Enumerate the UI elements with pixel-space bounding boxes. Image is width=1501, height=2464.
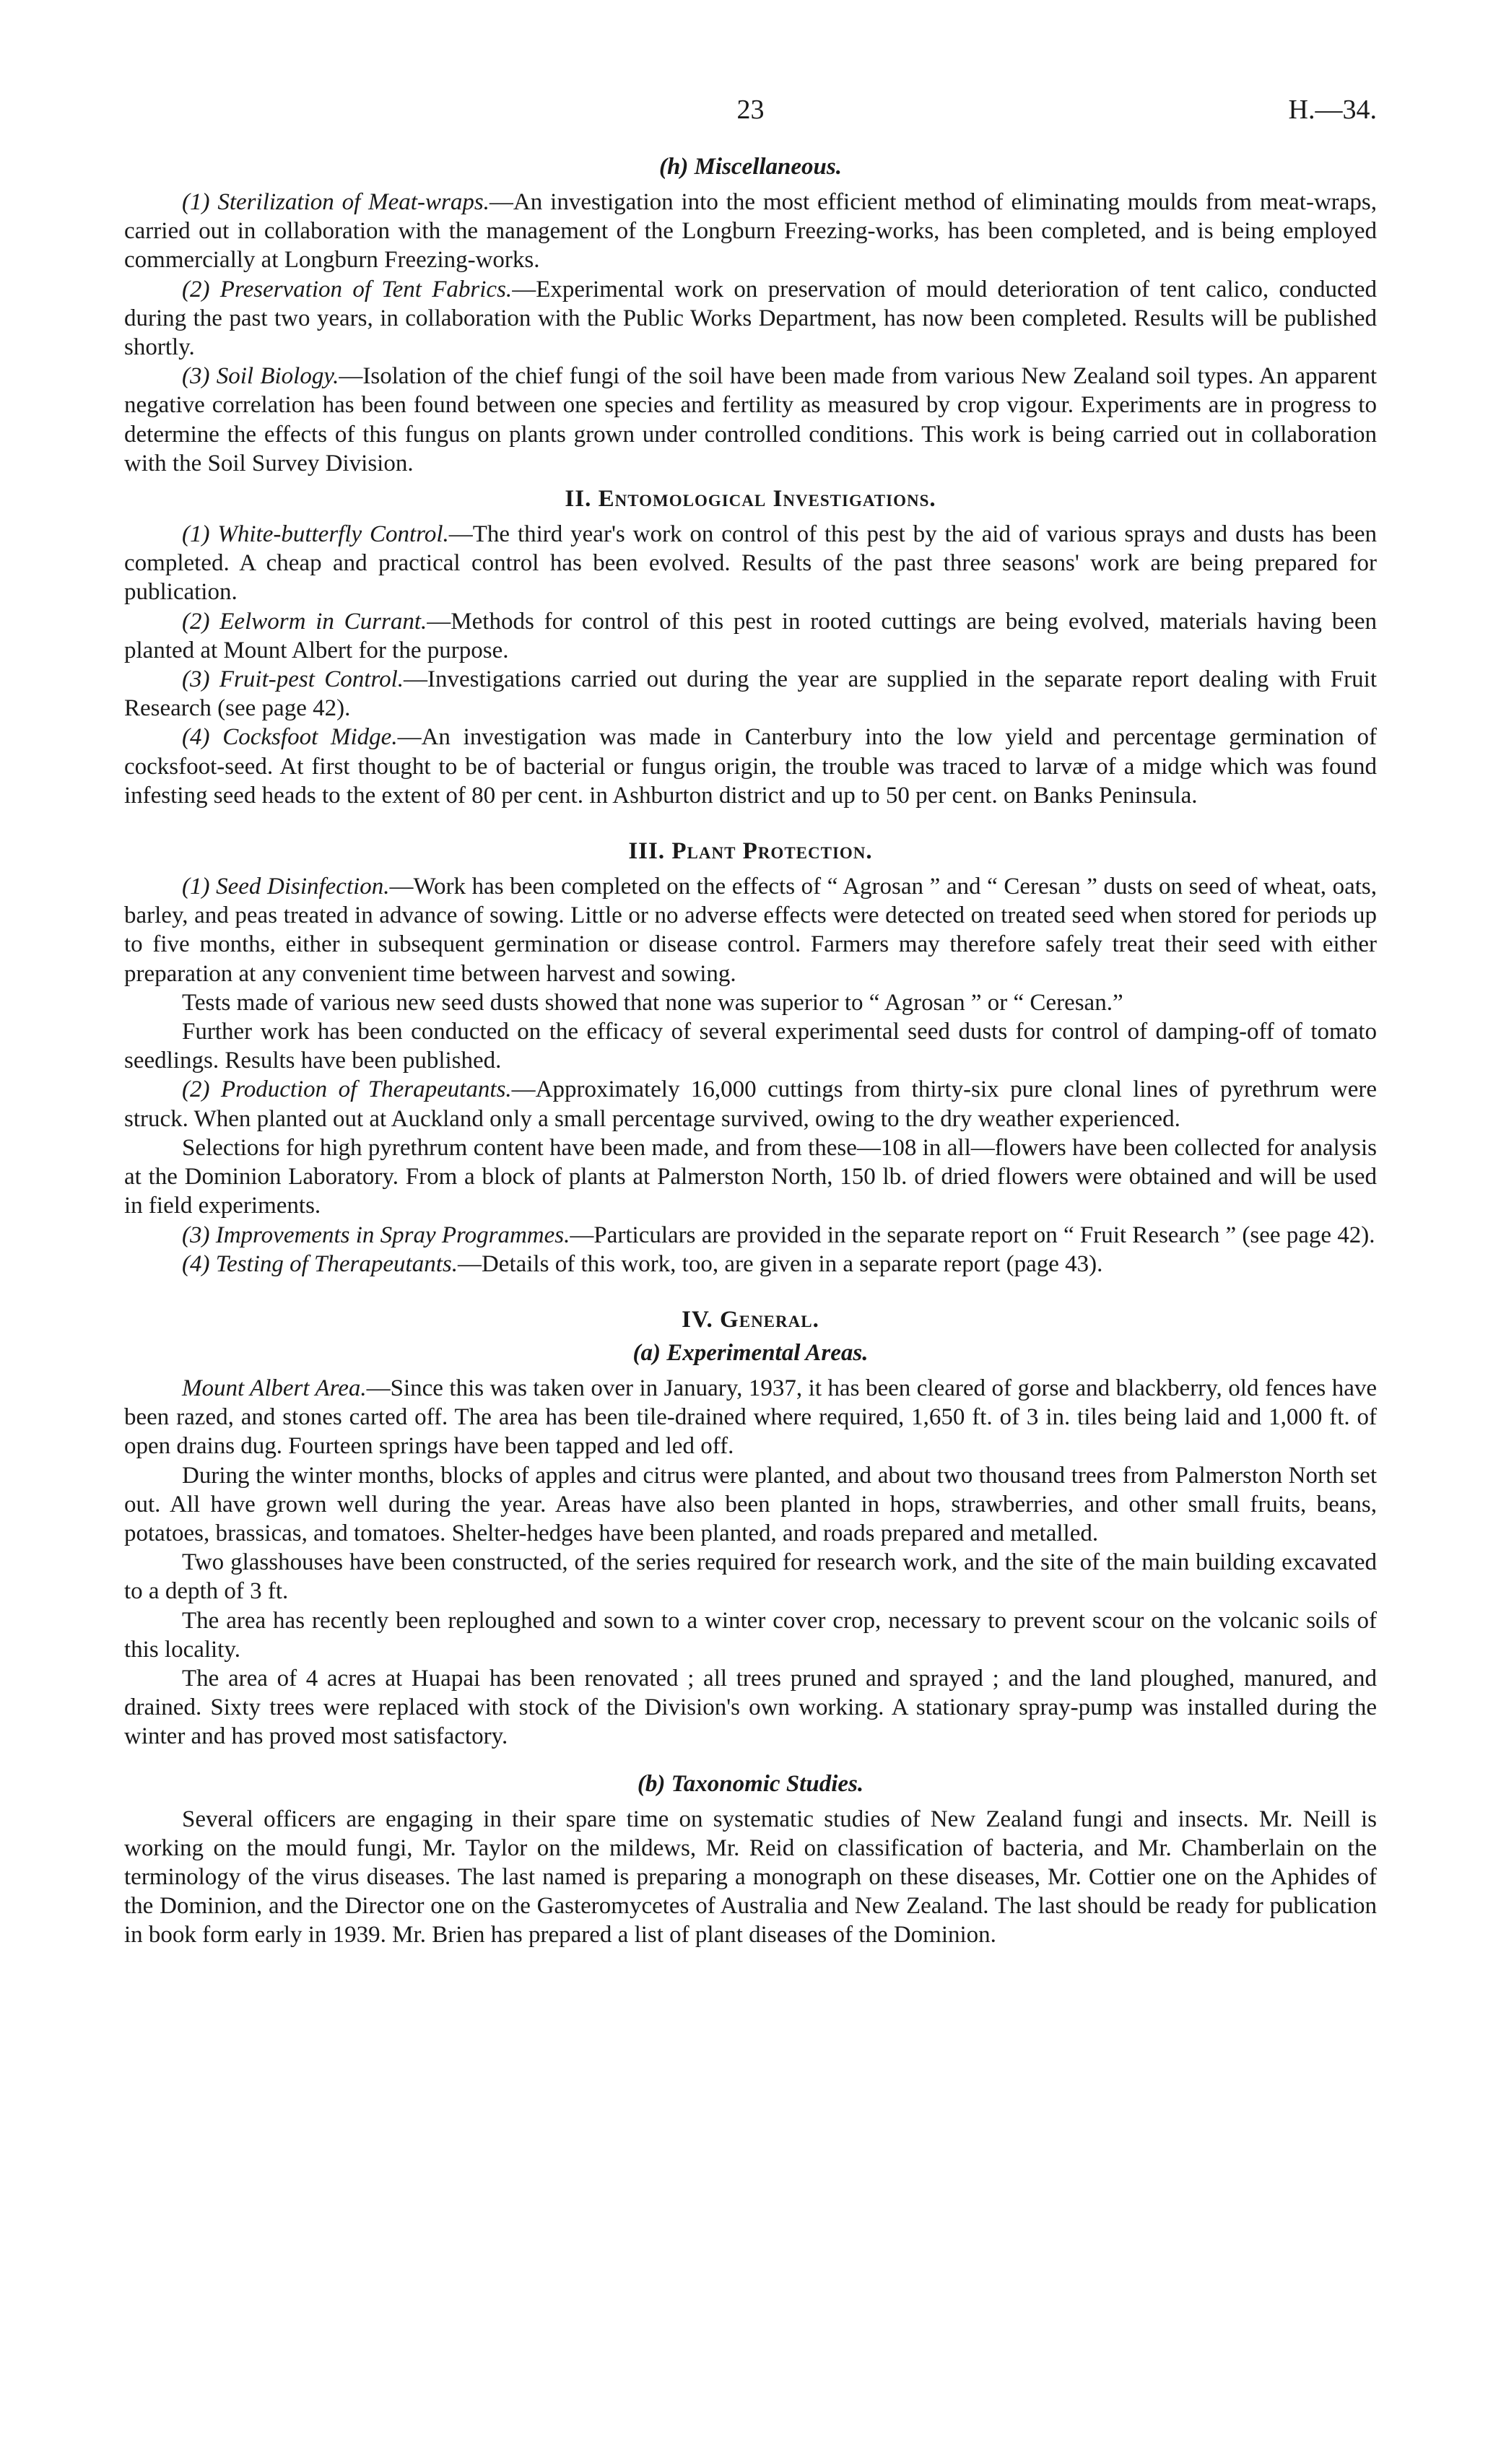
- paragraph-body: —Methods for control of this pest in rooted cuttings are being evolved, materials having been planted at Mount Albert for the purpose.: [124, 608, 1377, 663]
- paragraph-body: —Work has been completed on the effects of “ Agrosan ” and “ Ceresan ” dusts on seed of wheat, oats, barley, and peas treated in advance of sowing. Little or no adverse effects were detected on treated seed when stored for periods up to five months, either in subsequent germination or disease control. Farmers may therefore safely treat their seed with either preparation at any convenient time between harvest and sowing.: [124, 874, 1377, 987]
- paragraph-title: (1) White-butterfly Control.: [182, 521, 449, 548]
- subsection-heading-taxonomic-studies: (b) Taxonomic Studies.: [637, 1770, 864, 1797]
- paragraph-body: —Details of this work, too, are given in a separate report (page 43).: [457, 1250, 1103, 1277]
- section-heading-entomological: II. Entomological Investigations.: [565, 486, 936, 513]
- section-heading-miscellaneous: (h) Miscellaneous.: [658, 154, 842, 180]
- paragraph-title: (2) Production of Therapeutants.: [182, 1076, 512, 1103]
- paragraph-eelworm: [124, 607, 1377, 665]
- paragraph-tent-fabrics: [124, 275, 1377, 362]
- paragraph-therapeutants-production: [124, 1075, 1377, 1133]
- section-heading-plant-protection: III. Plant Protection.: [628, 838, 873, 865]
- page-header: [124, 0, 1377, 144]
- paragraph-body: —An investigation into the most efficient method of eliminating moulds from meat-wraps, carried out in collaboration with the management of the Longburn Freezing-works, has been completed, and is being employed commercially at Longburn Freezing-works.: [124, 189, 1377, 274]
- paragraph-pyrethrum-selections: Selections for high pyrethrum content have been made, and from these—108 in all—flowers have been collected for analysis at the Dominion Laboratory. From a block of plants at Palmerston North, 150 lb. of dried flowers were obtained and will be used in field experiments.: [124, 1134, 1377, 1219]
- paragraph-body: —An investigation was made in Canterbury into the low yield and percentage germination of cocksfoot-seed. At first thought to be of bacterial or fungus origin, the trouble was traced to larvæ of a midge which was found infesting seed heads to the extent of 80 per cent. in Ashburton district and up to 50 per cent. on Banks Peninsula.: [124, 724, 1377, 809]
- paragraph-body: —Approximately 16,000 cuttings from thirty-six pure clonal lines of pyrethrum were struck. When planted out at Auckland only a small percentage survived, owing to the dry weather experienced.: [124, 1076, 1377, 1132]
- paragraph-title: Mount Albert Area.: [182, 1375, 367, 1401]
- paragraph-fruit-pest: [124, 665, 1377, 723]
- paragraph-title: (2) Eelworm in Currant.: [182, 608, 427, 635]
- paragraph-soil-biology: [124, 362, 1377, 478]
- paragraph-body: —Particulars are provided in the separate report on “ Fruit Research ” (see page 42).: [570, 1222, 1375, 1248]
- paragraph-title: (3) Soil Biology.: [182, 363, 339, 390]
- paragraph-winter-planting: During the winter months, blocks of apples and citrus were planted, and about two thousand trees from Palmerston North set out. All have grown well during the year. Areas have also been planted in hops, strawberries, and other small fruits, beans, potatoes, brassicas, and tomatoes. Shelter-hedges have been planted, and roads prepared and metalled.: [124, 1462, 1377, 1546]
- paragraph-body: —Investigations carried out during the year are supplied in the separate report dealing with Fruit Research (see page 42).: [124, 666, 1377, 722]
- paragraph-damping-off: Further work has been conducted on the efficacy of several experimental seed dusts for control of damping-off of tomato seedlings. Results have been published.: [124, 1019, 1377, 1074]
- paragraph-body: —Experimental work on preservation of mould deterioration of tent calico, conducted during the past two years, in collaboration with the Public Works Department, has now been completed. Results will be published shortly.: [124, 276, 1378, 361]
- document-reference: H.—34.: [1288, 95, 1377, 125]
- section-heading-general: IV. General.: [682, 1306, 819, 1333]
- paragraph-seed-dust-tests: Tests made of various new seed dusts showed that none was superior to “ Agrosan ” or “ Ceresan.”: [182, 989, 1123, 1016]
- paragraph-title: (1) Sterilization of Meat-wraps.: [182, 189, 490, 215]
- paragraph-title: (3) Improvements in Spray Programmes.: [182, 1222, 570, 1248]
- paragraph-title: (3) Fruit-pest Control.: [182, 666, 404, 693]
- document-page: [124, 0, 1377, 1950]
- paragraph-body: —Isolation of the chief fungi of the soil have been made from various New Zealand soil types. An apparent negative correlation has been found between one species and fertility as measured by crop vigour. Experiments are in progress to determine the effects of this fungus on plants grown under controlled conditions. This work is being carried out in collaboration with the Soil Survey Division.: [124, 363, 1378, 476]
- paragraph-title: (4) Testing of Therapeutants.: [182, 1250, 458, 1277]
- paragraph-spray-programmes: [124, 1221, 1377, 1250]
- page-number: 23: [736, 95, 765, 125]
- paragraph-mount-albert: [124, 1374, 1377, 1461]
- paragraph-body: —Since this was taken over in January, 1937, it has been cleared of gorse and blackberry, old fences have been razed, and stones carted off. The area has been tile-drained where required, 1,650 ft. of 3 in. tiles being laid and 1,000 ft. of open drains dug. Fourteen springs have been tapped and led off.: [124, 1375, 1378, 1460]
- paragraph-taxonomic-studies: Several officers are engaging in their spare time on systematic studies of New Zealand fungi and insects. Mr. Neill is working on the mould fungi, Mr. Taylor on the mildews, Mr. Reid on classification of bacteria, and Mr. Chamberlain on the terminology of the virus diseases. The last named is preparing a monograph on these diseases, Mr. Cottier one on the Aphides of the Dominion, and the Director one on the Gasteromycetes of Australia and New Zealand. The last should be ready for publication in book form early in 1939. Mr. Brien has prepared a list of plant diseases of the Dominion.: [124, 1806, 1377, 1949]
- subsection-heading-experimental-areas: (a) Experimental Areas.: [632, 1339, 869, 1366]
- paragraph-glasshouses: Two glasshouses have been constructed, of the series required for research work, and the site of the main building excavated to a depth of 3 ft.: [124, 1549, 1377, 1605]
- paragraph-title: (1) Seed Disinfection.: [182, 874, 390, 900]
- paragraph-cocksfoot-midge: [124, 723, 1377, 810]
- paragraph-title: (4) Cocksfoot Midge.: [182, 724, 398, 751]
- paragraph-seed-disinfection: [124, 872, 1377, 988]
- paragraph-body: —The third year's work on control of this pest by the aid of various sprays and dusts has been completed. A cheap and practical control has been evolved. Results of the past three seasons' work are being prepared for publication.: [124, 521, 1377, 606]
- paragraph-sterilization: [124, 188, 1377, 275]
- paragraph-title: (2) Preservation of Tent Fabrics.: [182, 276, 513, 302]
- paragraph-reploughing: The area has recently been reploughed and sown to a winter cover crop, necessary to prevent scour on the volcanic soils of this locality.: [124, 1607, 1377, 1663]
- paragraph-testing-therapeutants: [124, 1250, 1377, 1279]
- paragraph-huapai: The area of 4 acres at Huapai has been renovated ; all trees pruned and sprayed ; and the land ploughed, manured, and drained. Sixty trees were replaced with stock of the Division's own working. A stationary spray-pump was installed during the winter and has proved most satisfactory.: [124, 1665, 1377, 1750]
- paragraph-white-butterfly: [124, 520, 1377, 607]
